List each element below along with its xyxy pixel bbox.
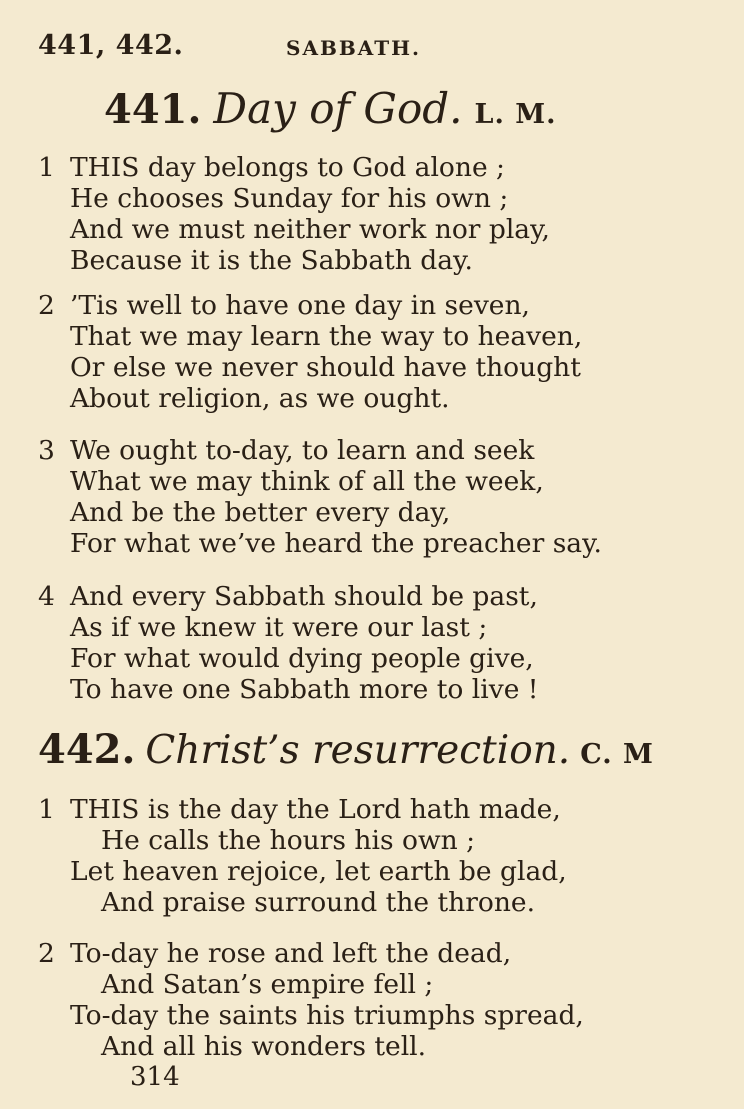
verse-number: 4 <box>38 581 55 612</box>
verse-line: And be the better every day, <box>70 497 451 528</box>
hymn-number: 442. <box>38 726 136 773</box>
verse-line: Or else we never should have thought <box>70 352 581 383</box>
hymn-name: Day of God. <box>213 84 463 133</box>
verse-line: And we must neither work nor play, <box>70 214 550 245</box>
verse-number: 3 <box>38 435 55 466</box>
verse-number: 2 <box>38 938 55 969</box>
hymn-441-verse-3 <box>38 435 633 559</box>
hymn-name: Christ’s resurrection. <box>145 728 571 773</box>
verse-line: THIS day belongs to God alone ; <box>70 152 505 183</box>
verse-line: He chooses Sunday for his own ; <box>70 183 509 214</box>
verse-line: For what we’ve heard the preacher say. <box>70 528 602 559</box>
verse-line: He calls the hours his own ; <box>101 825 476 856</box>
hymn-meter: L. M. <box>474 99 557 130</box>
hymn-441-verse-1 <box>38 152 633 276</box>
verse-line: To-day he rose and left the dead, <box>70 938 512 969</box>
verse-number: 1 <box>38 794 55 825</box>
verse-number: 2 <box>38 290 55 321</box>
verse-line: To-day the saints his triumphs spread, <box>70 1000 584 1031</box>
page-number: 314 <box>130 1062 180 1092</box>
running-head-title: SABBATH. <box>286 36 421 60</box>
verse-line: And all his wonders tell. <box>101 1031 427 1062</box>
verse-line: As if we knew it were our last ; <box>70 612 488 643</box>
hymn-442-verse-1 <box>38 794 633 918</box>
hymn-442-title <box>0 726 678 773</box>
verse-line: We ought to-day, to learn and seek <box>70 435 535 466</box>
verse-line: To have one Sabbath more to live ! <box>70 674 539 705</box>
hymn-meter: C. M <box>580 739 654 770</box>
verse-line: And praise surround the throne. <box>101 887 536 918</box>
verse-line: Because it is the Sabbath day. <box>70 245 473 276</box>
verse-line: What we may think of all the week, <box>70 466 544 497</box>
verse-line: THIS is the day the Lord hath made, <box>70 794 561 825</box>
verse-number: 1 <box>38 152 55 183</box>
hymn-441-title <box>0 84 744 133</box>
hymn-442-verse-2 <box>38 938 633 1062</box>
running-head <box>38 30 610 64</box>
verse-line: Let heaven rejoice, let earth be glad, <box>70 856 567 887</box>
hymn-number: 441. <box>104 86 202 133</box>
running-head-numbers: 441, 442. <box>38 30 184 61</box>
verse-line: For what would dying people give, <box>70 643 534 674</box>
hymn-441-verse-4 <box>38 581 633 705</box>
verse-line: And every Sabbath should be past, <box>70 581 538 612</box>
hymn-441-verse-2 <box>38 290 633 414</box>
verse-line: That we may learn the way to heaven, <box>70 321 583 352</box>
verse-line: About religion, as we ought. <box>70 383 450 414</box>
verse-line: ’Tis well to have one day in seven, <box>70 290 530 321</box>
verse-line: And Satan’s empire fell ; <box>101 969 434 1000</box>
